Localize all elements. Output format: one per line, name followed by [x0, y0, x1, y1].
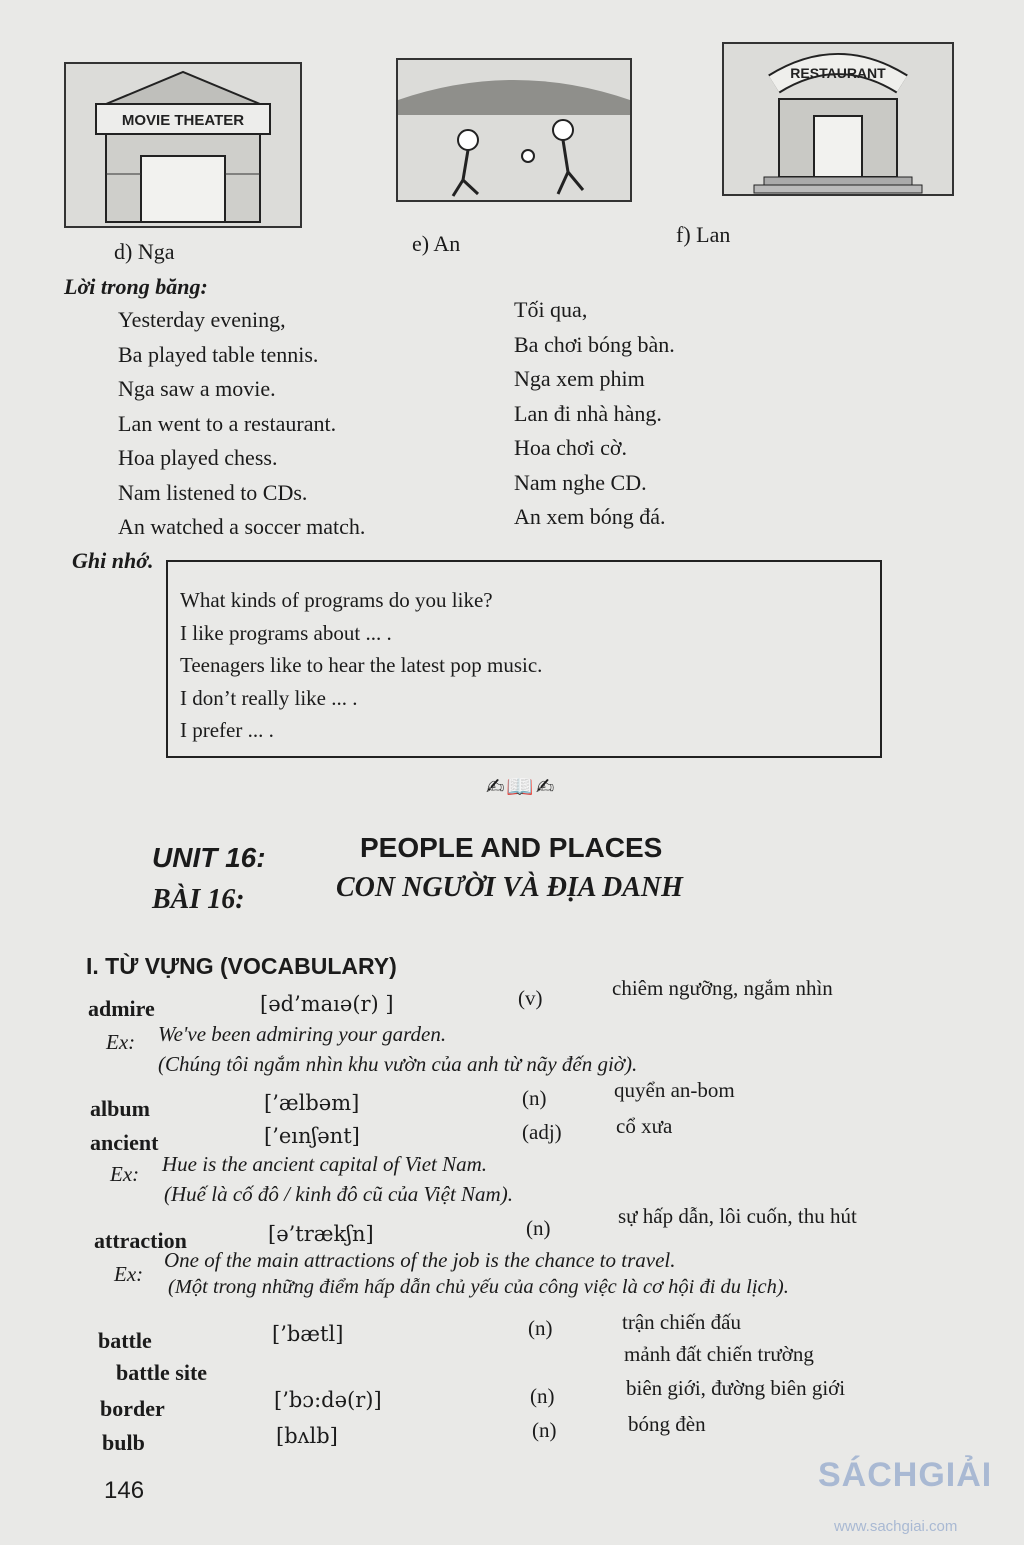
tape-english-line: Hoa played chess. — [118, 445, 278, 470]
note-line: What kinds of programs do you like? — [180, 588, 493, 612]
soccer-match-illustration — [398, 60, 630, 200]
tape-vietnamese-line: An xem bóng đá. — [514, 504, 666, 529]
example-label: Ex: — [114, 1262, 144, 1286]
tape-english-line: Nam listened to CDs. — [118, 479, 308, 505]
vocab-word: album — [90, 1096, 150, 1121]
restaurant-sign: RESTAURANT — [790, 65, 886, 81]
tape-english-line: Lan went to a restaurant. — [118, 410, 337, 436]
tape-label: Lời trong băng: — [64, 274, 208, 299]
vocab-ipa: [ə’trækʃn] — [268, 1222, 374, 1246]
tape-english-line: An watched a soccer match. — [118, 514, 366, 539]
vocab-word: admire — [88, 996, 155, 1021]
tape-vietnamese-line: Lan đi nhà hàng. — [514, 400, 662, 426]
picture-caption-e: e) An — [412, 231, 461, 256]
note-line: I don’t really like ... . — [180, 685, 358, 710]
tape-english-line: Ba played table tennis. — [118, 341, 319, 367]
unit-en-prefix: UNIT 16: — [152, 842, 266, 873]
vocab-pos: (n) — [532, 1418, 557, 1442]
example-translation: (Chúng tôi ngắm nhìn khu vườn của anh từ nãy đến giờ). — [158, 1052, 638, 1076]
tape-vietnamese-column — [514, 293, 675, 535]
note-line: I like programs about ... . — [180, 620, 392, 645]
vocab-meaning: chiêm ngưỡng, ngắm nhìn — [612, 976, 833, 1000]
example-sentence: Hue is the ancient capital of Viet Nam. — [162, 1152, 488, 1176]
vocab-word: battle — [98, 1328, 152, 1353]
tape-vietnamese-line: Nga xem phim — [514, 366, 645, 391]
vocab-meaning: bóng đèn — [628, 1412, 706, 1436]
movie-theater-sign: MOVIE THEATER — [121, 112, 245, 129]
note-box — [166, 560, 882, 758]
vocab-word: border — [100, 1396, 165, 1421]
example-translation: (Một trong những điểm hấp dẫn chủ yếu của công việc là cơ hội đi du lịch). — [168, 1276, 789, 1298]
unit-en-title: PEOPLE AND PLACES — [360, 832, 663, 863]
note-line: I prefer ... . — [180, 718, 274, 742]
vocab-ipa: [bʌlb] — [276, 1424, 338, 1448]
vocab-pos: (adj) — [522, 1120, 562, 1144]
picture-caption-f: f) Lan — [676, 222, 731, 247]
vocab-meaning: biên giới, đường biên giới — [626, 1376, 846, 1400]
vocab-meaning: mảnh đất chiến trường — [624, 1342, 814, 1366]
soccer-picture — [396, 58, 632, 202]
watermark-url: www.sachgiai.com — [834, 1518, 958, 1535]
vocab-word: attraction — [94, 1228, 187, 1253]
picture-caption-d: d) Nga — [114, 239, 175, 264]
note-line: Teenagers like to hear the latest pop music. — [180, 653, 543, 677]
vocab-subword: battle site — [116, 1360, 208, 1385]
example-sentence: One of the main attractions of the job is the chance to travel. — [164, 1248, 676, 1272]
vocab-ipa: [’ælbəm] — [264, 1091, 360, 1115]
unit-vi-title: CON NGƯỜI VÀ ĐỊA DANH — [336, 872, 683, 903]
tape-vietnamese-line: Hoa chơi cờ. — [514, 435, 628, 460]
example-label: Ex: — [110, 1162, 140, 1186]
restaurant-illustration — [724, 44, 952, 194]
movie-theater-illustration — [66, 64, 300, 226]
example-sentence: We've been admiring your garden. — [158, 1022, 447, 1046]
vocab-meaning: quyển an-bom — [614, 1078, 735, 1102]
page-number: 146 — [104, 1477, 145, 1504]
vocab-meaning: cổ xưa — [616, 1114, 673, 1138]
vocab-ipa: [’bætl] — [272, 1322, 344, 1346]
vocab-meaning: trận chiến đấu — [622, 1310, 741, 1334]
tape-vietnamese-line: Tối qua, — [514, 297, 588, 322]
vocab-pos: (v) — [518, 986, 543, 1010]
vocab-ipa: [əd’maıə(r) ] — [260, 992, 394, 1016]
unit-vi-prefix: BÀI 16: — [152, 884, 245, 915]
restaurant-picture — [722, 42, 954, 196]
vocab-ipa: [’eınʃənt] — [264, 1124, 360, 1148]
tape-english-column — [118, 303, 365, 545]
vocab-pos: (n) — [522, 1086, 547, 1110]
vocab-heading: I. TỪ VỰNG (VOCABULARY) — [86, 953, 397, 979]
vocab-word: ancient — [90, 1130, 159, 1155]
example-translation: (Huế là cố đô / kinh đô cũ của Việt Nam). — [164, 1182, 513, 1206]
vocab-pos: (n) — [530, 1384, 555, 1408]
example-label: Ex: — [106, 1030, 136, 1054]
watermark — [818, 1448, 1018, 1538]
vocab-pos: (n) — [528, 1316, 553, 1340]
watermark-brand: SÁCHGIẢI — [818, 1456, 993, 1494]
book-ornament: ✍📖✍ — [486, 775, 557, 800]
movie-theater-picture — [64, 62, 302, 228]
tape-english-line: Yesterday evening, — [118, 307, 286, 332]
vocab-meaning: sự hấp dẫn, lôi cuốn, thu hút — [618, 1204, 857, 1228]
vocab-word: bulb — [102, 1430, 145, 1455]
tape-english-line: Nga saw a movie. — [118, 376, 276, 401]
note-label: Ghi nhớ. — [72, 548, 154, 573]
tape-vietnamese-line: Nam nghe CD. — [514, 469, 647, 495]
vocab-ipa: [’bɔ:də(r)] — [274, 1388, 382, 1412]
tape-vietnamese-line: Ba chơi bóng bàn. — [514, 331, 675, 357]
vocab-pos: (n) — [526, 1216, 551, 1240]
